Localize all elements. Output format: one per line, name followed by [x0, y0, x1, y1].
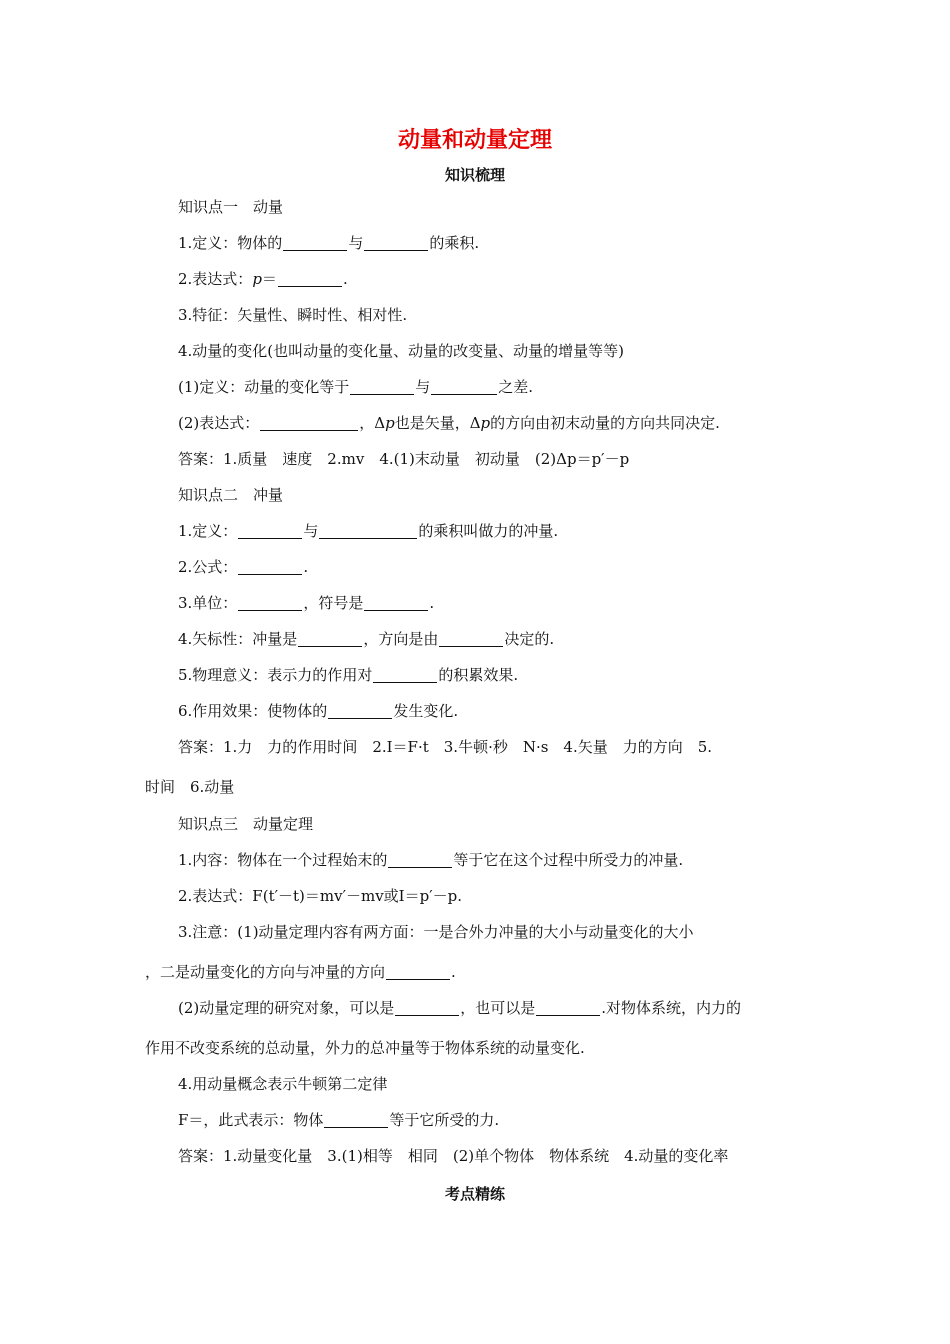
blank	[364, 234, 428, 251]
blank	[373, 666, 437, 683]
kp2-meaning: 5.物理意义：表示力的作用对 的积累效果.	[178, 666, 519, 684]
page-title: 动量和动量定理	[397, 128, 552, 153]
kp1-answer: 答案：1.质量 速度 2.mv 4.(1)末动量 初动量 (2)Δp＝p′－p	[178, 450, 630, 468]
kp3-expression: 2.表达式：F(t′－t)＝mv′－mv或I＝p′－p.	[178, 887, 462, 905]
kp3-note-cont: ，二是动量变化的方向与冲量的方向 .	[145, 963, 456, 981]
kp2-effect: 6.作用效果：使物体的 发生变化.	[178, 702, 459, 720]
kp1-heading: 知识点一 动量	[178, 198, 284, 216]
blank	[238, 594, 302, 611]
kp2-vector: 4.矢标性：冲量是 ，方向是由 决定的.	[178, 630, 555, 648]
blank	[238, 558, 302, 575]
section-heading-exercises: 考点精练	[444, 1185, 505, 1203]
kp3-object: (2)动量定理的研究对象，可以是 ，也可以是 .对物体系统，内力的	[178, 999, 742, 1017]
kp3-note: 3.注意：(1)动量定理内容有两方面：一是合外力冲量的大小与动量变化的大小	[178, 923, 694, 941]
kp1-definition: 1.定义：物体的 与 的乘积.	[178, 234, 480, 252]
kp1-change-definition: (1)定义：动量的变化等于 与 之差.	[178, 378, 534, 396]
kp3-heading: 知识点三 动量定理	[178, 815, 314, 833]
kp3-object-cont: 作用不改变系统的总动量，外力的总冲量等于物体系统的动量变化.	[145, 1039, 585, 1057]
blank	[328, 702, 392, 719]
kp2-definition: 1.定义： 与 的乘积叫做力的冲量.	[178, 522, 559, 540]
kp2-heading: 知识点二 冲量	[178, 486, 284, 504]
blank	[386, 963, 450, 980]
kp2-answer-cont: 时间 6.动量	[145, 778, 235, 796]
blank	[536, 999, 600, 1016]
kp1-change: 4.动量的变化(也叫动量的变化量、动量的改变量、动量的增量等等)	[178, 342, 625, 360]
kp3-answer: 答案：1.动量变化量 3.(1)相等 相同 (2)单个物体 物体系统 4.动量的变化率	[178, 1147, 729, 1165]
kp2-unit: 3.单位： ，符号是 .	[178, 594, 435, 612]
kp2-formula: 2.公式： .	[178, 558, 309, 576]
kp3-newton: 4.用动量概念表示牛顿第二定律	[178, 1075, 388, 1093]
kp1-feature: 3.特征：矢量性、瞬时性、相对性.	[178, 306, 408, 324]
kp1-expression: 2.表达式：p＝ .	[178, 270, 348, 288]
blank	[278, 270, 342, 287]
blank	[364, 594, 428, 611]
blank	[431, 378, 497, 395]
kp3-newton-formula: F＝，此式表示：物体 等于它所受的力.	[178, 1111, 500, 1129]
blank	[283, 234, 347, 251]
blank	[439, 630, 503, 647]
kp3-content: 1.内容：物体在一个过程始末的 等于它在这个过程中所受力的冲量.	[178, 851, 684, 869]
blank	[395, 999, 459, 1016]
blank	[238, 522, 302, 539]
blank	[260, 414, 358, 431]
blank	[388, 851, 452, 868]
blank	[298, 630, 362, 647]
blank	[324, 1111, 388, 1128]
kp1-change-expression: (2)表达式： ，Δp也是矢量，Δp的方向由初末动量的方向共同决定.	[178, 414, 720, 432]
blank	[319, 522, 417, 539]
kp2-answer: 答案：1.力 力的作用时间 2.I＝F·t 3.牛顿·秒 N·s 4.矢量 力的方向 5.	[178, 738, 713, 756]
section-heading-knowledge: 知识梳理	[444, 166, 505, 184]
blank	[350, 378, 414, 395]
